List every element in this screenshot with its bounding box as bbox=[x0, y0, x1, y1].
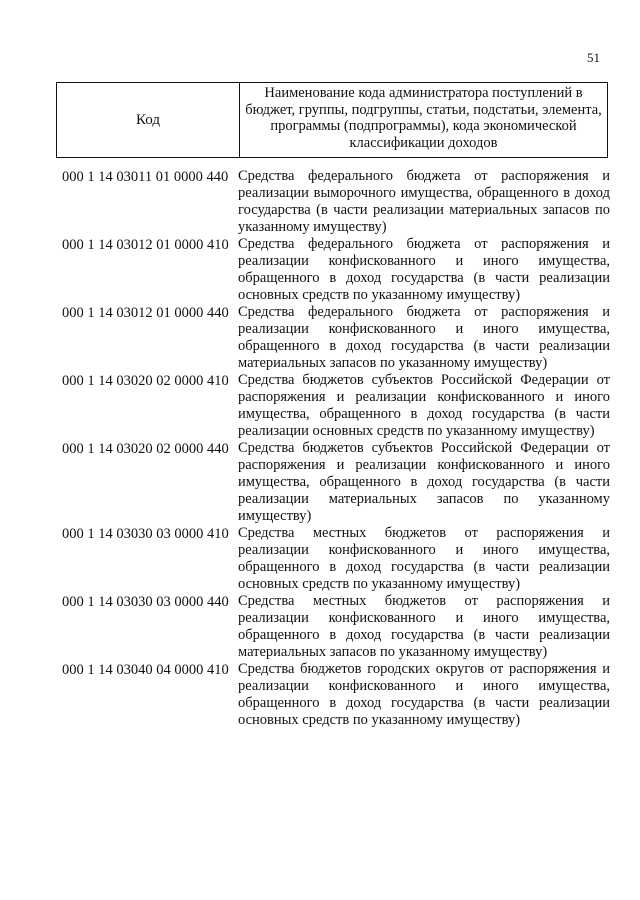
row-description: Средства бюджетов субъектов Российской Федерации от распоряжения и реализации конфискованного и иного имущества, обращенного в доход государства (в части реализации материальных запасов по указанному имуществу) bbox=[238, 440, 610, 524]
table-row bbox=[62, 372, 610, 440]
row-code: 000 1 14 03020 02 0000 410 bbox=[62, 373, 229, 389]
table-row bbox=[62, 168, 610, 236]
row-description: Средства федерального бюджета от распоряжения и реализации конфискованного и иного имущества, обращенного в доход государства (в части реализации основных средств по указанному имуществу) bbox=[238, 236, 610, 303]
table-row bbox=[62, 661, 610, 729]
table-row bbox=[62, 525, 610, 593]
row-code: 000 1 14 03030 03 0000 410 bbox=[62, 526, 229, 542]
row-description: Средства бюджетов субъектов Российской Федерации от распоряжения и реализации конфискованного и иного имущества, обращенного в доход государства (в части реализации основных средств по указанному имуществу) bbox=[238, 372, 610, 439]
table-row bbox=[62, 593, 610, 661]
header-name-column: Наименование кода администратора поступлений в бюджет, группы, подгруппы, статьи, подстатьи, элемента, программы (подпрограммы), кода экономической классификации доходов bbox=[245, 85, 602, 151]
row-code: 000 1 14 03012 01 0000 410 bbox=[62, 237, 229, 253]
classification-list bbox=[62, 168, 610, 729]
table-row bbox=[62, 304, 610, 372]
row-code: 000 1 14 03011 01 0000 440 bbox=[62, 169, 229, 185]
page-number: 51 bbox=[587, 50, 600, 65]
row-description: Средства бюджетов городских округов от распоряжения и реализации конфискованного и иного имущества, обращенного в доход государства (в части реализации основных средств по указанному имуществу) bbox=[238, 661, 610, 728]
row-code: 000 1 14 03020 02 0000 440 bbox=[62, 441, 229, 457]
row-code: 000 1 14 03030 03 0000 440 bbox=[62, 594, 229, 610]
table-header bbox=[56, 82, 608, 158]
row-description: Средства местных бюджетов от распоряжения и реализации конфискованного и иного имущества, обращенного в доход государства (в части реализации основных средств по указанному имуществу) bbox=[238, 525, 610, 592]
row-description: Средства федерального бюджета от распоряжения и реализации конфискованного и иного имущества, обращенного в доход государства (в части реализации материальных запасов по указанному имуществу) bbox=[238, 304, 610, 371]
row-code: 000 1 14 03012 01 0000 440 bbox=[62, 305, 229, 321]
table-row bbox=[62, 440, 610, 525]
header-code-column: Код bbox=[57, 83, 240, 157]
table-row bbox=[62, 236, 610, 304]
row-description: Средства местных бюджетов от распоряжения и реализации конфискованного и иного имущества, обращенного в доход государства (в части реализации материальных запасов по указанному имуществу) bbox=[238, 593, 610, 660]
row-code: 000 1 14 03040 04 0000 410 bbox=[62, 662, 229, 678]
row-description: Средства федерального бюджета от распоряжения и реализации выморочного имущества, обращенного в доход государства (в части реализации материальных запасов по указанному имуществу) bbox=[238, 168, 610, 235]
